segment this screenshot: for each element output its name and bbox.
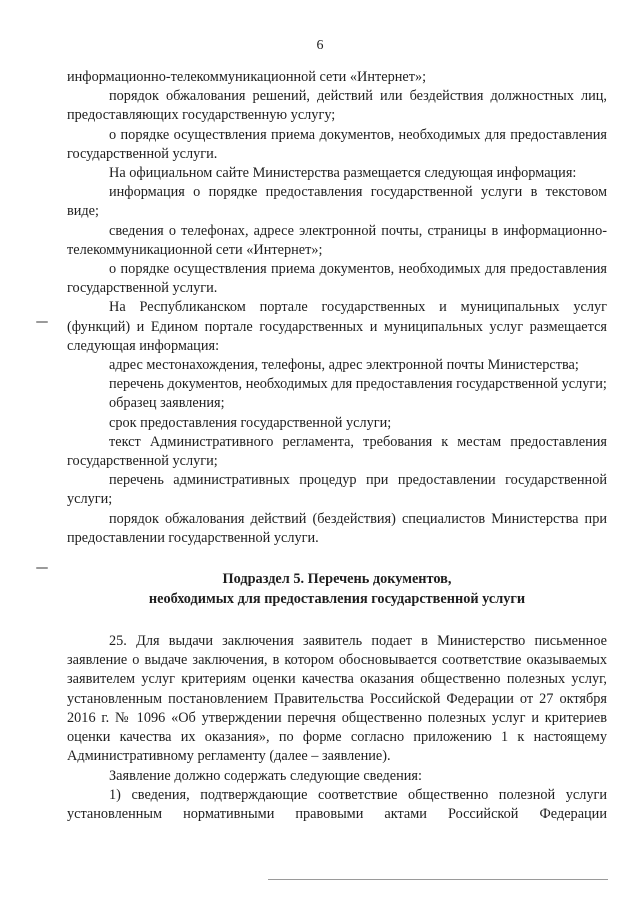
list-item: адрес местонахождения, телефоны, адрес электронной почты Министерства; — [109, 357, 579, 374]
section-heading-line1: Подраздел 5. Перечень документов, — [222, 571, 452, 588]
paragraph: порядок обжалования решений, действий или бездействия должностных лиц, предоставляющих государственную услугу; — [67, 88, 607, 124]
paragraph: информация о порядке предоставления государственной услуги в текстовом виде; — [67, 184, 607, 220]
footer-rule — [268, 879, 608, 880]
margin-mark — [36, 321, 48, 323]
paragraph: 1) сведения, подтверждающие соответствие общественно полезной услуги установленным нормативными правовыми актами Российской Федерации — [67, 786, 607, 822]
paragraph: о порядке осуществления приема документов, необходимых для предоставления государственной услуги. — [67, 126, 607, 162]
paragraph: 25. Для выдачи заключения заявитель подает в Министерство письменное заявление о выдаче заключения, в котором обосновывается соответствие оказываемых заявителем услуг критериям оценки качества оказания общественно полезных услуг, установленным постановлением Правительства Российской Федерации от 27 октября 2016 г. № 1096 «Об утверждении перечня общественно полезных услуг и критериев оценки качества их оказания», по форме согласно приложению 1 к настоящему Административному регламенту (далее – заявление). — [67, 633, 607, 765]
paragraph: о порядке осуществления приема документов, необходимых для предоставления государственной услуги. — [67, 261, 607, 297]
paragraph: На официальном сайте Министерства размещается следующая информация: — [109, 165, 577, 182]
section-heading-line2: необходимых для предоставления государственной услуги — [148, 590, 526, 607]
list-item: образец заявления; — [109, 395, 225, 412]
paragraph: На Республиканском портале государственных и муниципальных услуг (функций) и Едином портале государственных и муниципальных услуг размещается следующая информация: — [67, 299, 607, 354]
list-item: порядок обжалования действий (бездействия) специалистов Министерства при предоставлении государственной услуги. — [67, 510, 607, 546]
document-body — [67, 68, 607, 824]
section-heading — [67, 570, 607, 609]
list-item: перечень административных процедур при предоставлении государственной услуги; — [67, 472, 607, 508]
page-number: 6 — [316, 38, 324, 53]
margin-mark — [36, 567, 48, 569]
paragraph: сведения о телефонах, адресе электронной почты, страницы в информационно-телекоммуникационной сети «Интернет»; — [67, 222, 607, 258]
paragraph: информационно-телекоммуникационной сети «Интернет»; — [67, 69, 427, 85]
list-item: текст Административного регламента, требования к местам предоставления государственной услуги; — [67, 433, 607, 470]
paragraph: Заявление должно содержать следующие сведения: — [109, 767, 422, 784]
list-item: перечень документов, необходимых для предоставления государственной услуги; — [109, 376, 607, 393]
list-item: срок предоставления государственной услуги; — [109, 414, 392, 431]
